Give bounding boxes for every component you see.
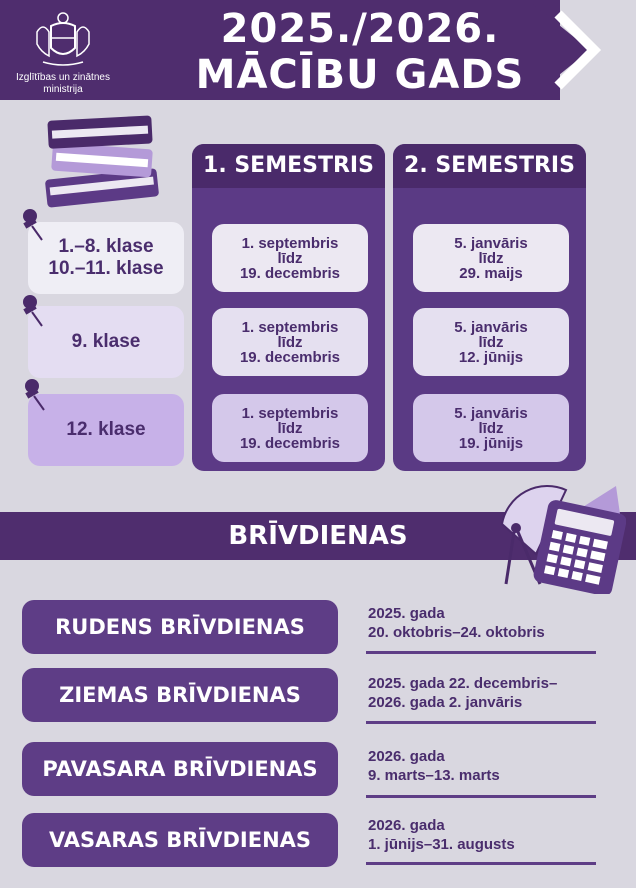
date-end: 19. decembris xyxy=(239,434,341,452)
semester-2-date-box xyxy=(413,394,569,462)
grade-box-1-8-10-11 xyxy=(28,222,184,294)
divider xyxy=(366,862,596,865)
autumn-holidays-label: RUDENS BRĪVDIENAS xyxy=(22,600,338,654)
books-icon xyxy=(38,112,168,212)
spring-holidays-dates xyxy=(368,747,618,785)
divider xyxy=(366,721,596,724)
chevron-right-icon xyxy=(550,10,606,90)
semester-1-column xyxy=(192,144,385,471)
grade-label: 9. klase xyxy=(71,331,141,352)
semester-1-date-box xyxy=(212,224,368,292)
calculator-icon xyxy=(496,484,626,594)
date-until: līdz xyxy=(277,249,303,267)
semester-2-title: 2. SEMESTRIS xyxy=(393,144,586,188)
grade-label: 1.–8. klase xyxy=(58,236,154,257)
divider xyxy=(366,651,596,654)
semester-2-column xyxy=(393,144,586,471)
semester-1-title: 1. SEMESTRIS xyxy=(192,144,385,188)
date-end: 19. jūnijs xyxy=(458,434,524,452)
spring-holidays-label: PAVASARA BRĪVDIENAS xyxy=(22,742,338,796)
logo-text: Izglītības un zinātnes ministrija xyxy=(16,72,110,95)
holidays-title: BRĪVDIENAS xyxy=(228,521,408,551)
date-start: 1. septembris xyxy=(241,234,339,252)
date-until: līdz xyxy=(277,419,303,437)
date-until: līdz xyxy=(478,333,504,351)
holiday-date-line: 9. marts–13. marts xyxy=(368,767,500,784)
grade-label: 10.–11. klase xyxy=(48,258,164,279)
date-start: 5. janvāris xyxy=(454,404,528,422)
holiday-date-line: 1. jūnijs–31. augusts xyxy=(368,836,515,853)
coat-of-arms-icon xyxy=(33,8,93,70)
date-until: līdz xyxy=(478,419,504,437)
pushpin-icon xyxy=(18,376,48,412)
date-end: 12. jūnijs xyxy=(458,348,524,366)
semester-2-date-box xyxy=(413,224,569,292)
page-title-year: 2025./2026. xyxy=(220,6,500,52)
divider xyxy=(366,795,596,798)
date-start: 1. septembris xyxy=(241,318,339,336)
date-start: 5. janvāris xyxy=(454,234,528,252)
pushpin-icon xyxy=(16,206,46,242)
holiday-date-line: 2026. gada 2. janvāris xyxy=(368,694,523,711)
holiday-date-line: 2026. gada xyxy=(368,748,445,765)
winter-holidays-label: ZIEMAS BRĪVDIENAS xyxy=(22,668,338,722)
grade-box-9 xyxy=(28,306,184,378)
date-start: 5. janvāris xyxy=(454,318,528,336)
summer-holidays-dates xyxy=(368,816,618,854)
holiday-date-line: 2026. gada xyxy=(368,817,445,834)
holiday-date-line: 2025. gada 22. decembris– xyxy=(368,675,558,692)
pushpin-icon xyxy=(16,292,46,328)
date-start: 1. septembris xyxy=(241,404,339,422)
page-title: MĀCĪBU GADS xyxy=(195,52,525,98)
autumn-holidays-dates xyxy=(368,604,618,642)
summer-holidays-label: VASARAS BRĪVDIENAS xyxy=(22,813,338,867)
date-end: 19. decembris xyxy=(239,348,341,366)
semester-2-date-box xyxy=(413,308,569,376)
date-end: 19. decembris xyxy=(239,264,341,282)
grade-box-12 xyxy=(28,394,184,466)
semester-1-date-box xyxy=(212,394,368,462)
date-until: līdz xyxy=(277,333,303,351)
semester-1-date-box xyxy=(212,308,368,376)
holiday-date-line: 2025. gada xyxy=(368,605,445,622)
holiday-date-line: 20. oktobris–24. oktobris xyxy=(368,624,545,641)
date-end: 29. maijs xyxy=(459,264,523,282)
grade-label: 12. klase xyxy=(66,419,146,440)
winter-holidays-dates xyxy=(368,674,618,712)
ministry-logo xyxy=(8,6,118,96)
date-until: līdz xyxy=(478,249,504,267)
